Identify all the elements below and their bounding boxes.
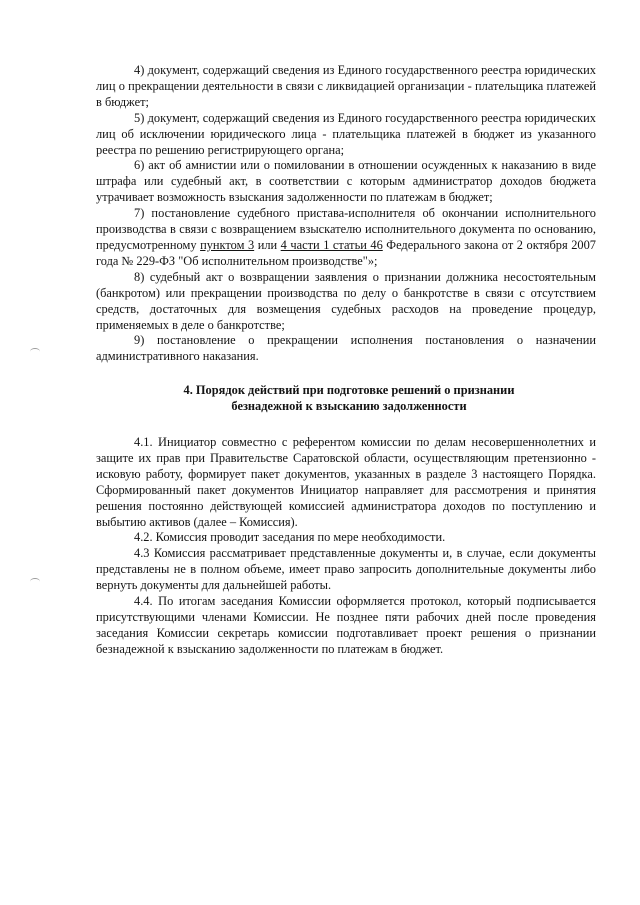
scan-mark bbox=[30, 578, 40, 585]
list-item-6: 6) акт об амнистии или о помиловании в отношении осужденных к наказанию в виде штрафа или судебный акт, в соответствии с которым администратор доходов бюджета утрачивает возможность взыскания задолженности по платежам в бюджет; bbox=[96, 158, 596, 205]
section-heading-line1: 4. Порядок действий при подготовке решений о признании bbox=[183, 383, 515, 398]
law-link-article-46[interactable]: 4 части 1 статьи 46 bbox=[280, 237, 383, 252]
list-item-9: 9) постановление о прекращении исполнения постановления о назначении административного наказания. bbox=[96, 333, 596, 364]
document-body bbox=[96, 63, 596, 658]
section-heading bbox=[96, 383, 596, 415]
paragraph-4-2: 4.2. Комиссия проводит заседания по мере необходимости. bbox=[134, 530, 446, 545]
list-item-7-text-a: 7) постановление судебного пристава-исполнителя об окончании исполнительного производства в связи с возвращением взыскателю исполнительного документа по основанию, предусмотренному bbox=[96, 206, 596, 252]
law-link-point-3[interactable]: пунктом 3 bbox=[200, 237, 255, 252]
list-item-8: 8) судебный акт о возвращении заявления о признании должника несостоятельным (банкротом) или прекращении производства по делу о банкротстве в связи с отсутствием средств, достаточных для возмещения судебных расходов на проведение процедур, применяемых в деле о банкротстве; bbox=[96, 269, 596, 332]
list-item-5: 5) документ, содержащий сведения из Единого государственного реестра юридических лиц об исключении юридического лица - плательщика платежей в бюджет из указанного реестра по решению регистрирующего органа; bbox=[96, 110, 596, 157]
scan-mark bbox=[30, 348, 40, 355]
list-item-7-text-c: Федерального закона от 2 октября 2007 года № 229-ФЗ "Об исполнительном производстве"»; bbox=[96, 237, 596, 268]
paragraph-4-1: 4.1. Инициатор совместно с референтом комиссии по делам несовершеннолетних и защите их прав при Правительстве Саратовской области, осуществляющим претензионно - исковую работу, формирует пакет документов, указанных в разделе 3 настоящего Порядка. Сформированный пакет документов Инициатор направляет для рассмотрения и принятия решения постоянно действующей комиссией администратора доходов по поступлению и выбытию активов (далее – Комиссия). bbox=[96, 435, 596, 529]
paragraph-4-3: 4.3 Комиссия рассматривает представленные документы и, в случае, если документы представлены не в полном объеме, имеет право запросить дополнительные документы либо вернуть документы для дальнейшей работы. bbox=[96, 546, 596, 593]
section-heading-line2: безнадежной к взысканию задолженности bbox=[231, 399, 467, 414]
paragraph-4-4: 4.4. По итогам заседания Комиссии оформляется протокол, который подписывается присутствующими членами Комиссии. Не позднее пяти рабочих дней после проведения заседания Комиссии секретарь комиссии подготавливает проект решения о признании безнадежной к взысканию задолженности по платежам в бюджет. bbox=[96, 594, 596, 656]
list-item-4: 4) документ, содержащий сведения из Единого государственного реестра юридических лиц о прекращении деятельности в связи с ликвидацией организации - плательщика платежей в бюджет; bbox=[96, 63, 596, 109]
list-item-7-text-b: или bbox=[254, 237, 281, 252]
list-item-7 bbox=[96, 206, 596, 270]
